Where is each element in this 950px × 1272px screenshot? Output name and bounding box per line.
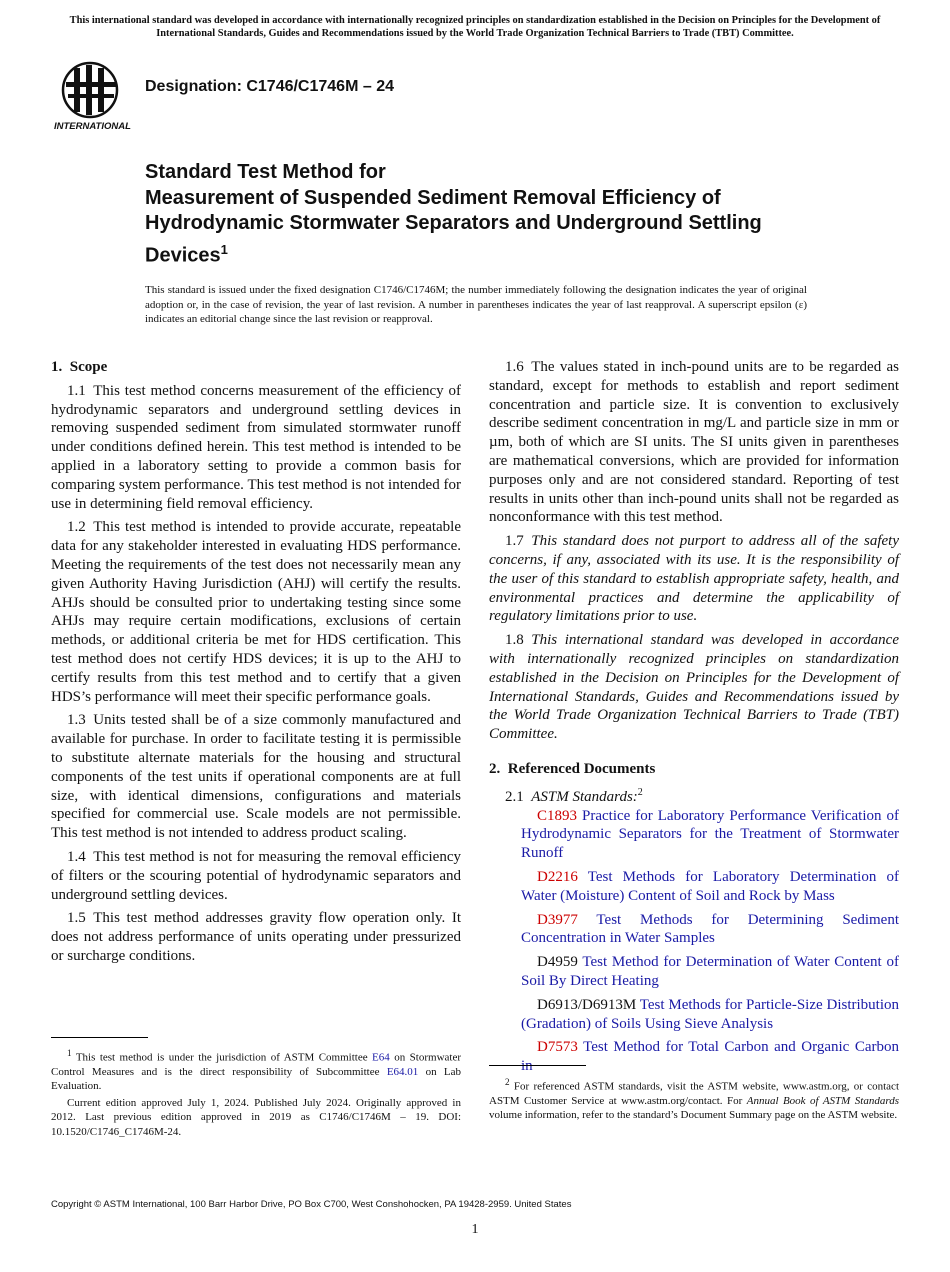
committee-link[interactable]: E64	[372, 1051, 390, 1064]
footnote-1-text-c: on Lab Evaluation.	[51, 1065, 462, 1093]
para-1-8-text: This international standard was developed in accordance with internationally recognized principles on standardization established in the Decision on Principles for the Development of International Standards, Guides and Recommendations issued by the World Trade Organization Technical Barriers to Trade (TBT) Committee.	[489, 632, 899, 743]
footnote-divider-right	[489, 1065, 586, 1066]
ref-title-link[interactable]: Practice for Laboratory Performance Verification of Hydrodynamic Separators for the Treatment of Stormwater Runoff	[521, 807, 899, 862]
para-2-1-text: ASTM Standards:	[531, 788, 638, 805]
ref-title-link[interactable]: Test Methods for Particle-Size Distribution (Gradation) of Soils Using Sieve Analysis	[521, 996, 900, 1032]
astm-logo	[52, 60, 136, 132]
para-2-1	[489, 784, 899, 807]
ref-item[interactable]	[489, 807, 899, 863]
footnote-2-text-a: For referenced ASTM standards, visit the ASTM website, www.astm.org, or contact ASTM Customer Service at www.astm.org/contact. For	[489, 1080, 899, 1107]
ref-designation[interactable]: C1893	[537, 807, 578, 824]
para-1-5: 1.5 This test method addresses gravity flow operation only. It does not address performance of units operating under pressurized or surcharge conditions.	[51, 910, 461, 964]
para-1-7	[489, 532, 899, 626]
ref-designation: D6913/D6913M	[537, 996, 637, 1013]
footnote-2-text	[489, 1075, 899, 1122]
para-1-3: 1.3 Units tested shall be of a size commonly manufactured and available for purchase. In order to facilitate testing it is permissible to substitute alternate materials for the housing and structural components of the test units if operational components are at full size, with identical dimensions, configurations and materials specified for commercial use. Scale models are not permissible. This test method is not intended to address product scaling.	[51, 712, 461, 842]
section-2-heading: 2. Referenced Documents	[489, 760, 656, 777]
para-1-8	[489, 631, 899, 744]
footnote-1-text-b: on Stormwater Control Measures and is the direct responsibility of Subcommittee	[51, 1051, 461, 1078]
para-2-1-number: 2.1	[505, 788, 532, 805]
ref-designation: D4959	[537, 954, 578, 971]
para-1-7-text: This standard does not purport to address all of the safety concerns, if any, associated with its use. It is the responsibility of the user of this standard to establish appropriate safety, health, and environmental practices and determine the applicability of regulatory limitations prior to use.	[489, 533, 899, 625]
para-1-8-number: 1.8	[505, 632, 532, 649]
footnote-1	[51, 1046, 461, 1142]
footnote-2-mark: 2	[505, 1077, 510, 1087]
title-footnote-mark: 1	[220, 241, 228, 257]
ref-title-link[interactable]: Test Method for Determination of Water Content of Soil By Direct Heating	[521, 954, 899, 989]
ref-item[interactable]	[489, 996, 899, 1034]
footnote-2-text-b: volume information, refer to the standard’s Document Summary page on the ASTM website.	[489, 1109, 898, 1122]
left-column	[51, 358, 461, 971]
section-1-heading: 1. Scope	[51, 359, 108, 375]
logo-text: INTERNATIONAL	[54, 121, 131, 132]
para-1-7-number: 1.7	[505, 533, 532, 550]
subcommittee-link[interactable]: E64.01	[386, 1065, 419, 1078]
ref-item[interactable]	[489, 1038, 899, 1076]
footnote-1-jurisdiction	[51, 1046, 461, 1093]
right-column	[489, 358, 899, 1081]
astm-logo-icon	[52, 60, 136, 132]
para-1-6: 1.6 The values stated in inch-pound units are to be regarded as standard, except for methods to establish and report sediment concentration and particle size. It is convention to exclusively describe sediment concentration in mg/L and particle size in mm or µm, both of which are SI units. The SI units given in parentheses are mathematical conversions, which are provided for information purposes only and are not considered standard. Reporting of test results in units other than inch-pound units shall not be regarded as nonconformance with this test method.	[489, 359, 899, 526]
ref-title-link[interactable]: Test Methods for Determining Sediment Concentration in Water Samples	[521, 911, 900, 947]
ref-designation[interactable]: D2216	[537, 868, 578, 885]
title-main	[145, 186, 845, 269]
para-1-2: 1.2 This test method is intended to provide accurate, repeatable data for any stakeholder interested in evaluating HDS performance. Meeting the requirements of the test does not necessarily mean any given Authority Having Jurisdiction (AHJ) will certify the results. AHJs should be consulted prior to undertaking testing since some AHJs may require certain modifications, exclusions of certain methods, or additional criteria be met for HDS certification. This test method does not certify HDS devices; it is up to the AHJ to certify results from this test method and to certify that a given HDS’s performance will meet their specific performance goals.	[51, 519, 461, 705]
para-1-4: 1.4 This test method is not for measuring the removal efficiency of filters or the scouring potential of hydrodynamic separators and underground settling devices.	[51, 848, 461, 903]
issuance-note: This standard is issued under the fixed designation C1746/C1746M; the number immediately following the designation indicates the year of original adoption or, in the case of revision, the year of last revision. A number in parentheses indicates the year of last reapproval. A superscript epsilon (ε) indicates an editorial change since the last revision or reapproval.	[145, 284, 807, 325]
ref-designation[interactable]: D7573	[537, 1039, 578, 1056]
footnote-1-text-a: This test method is under the jurisdiction of ASTM Committee	[75, 1051, 368, 1064]
footnote-divider-left	[51, 1037, 148, 1038]
copyright-line: Copyright © ASTM International, 100 Barr Harbor Drive, PO Box C700, West Conshohocken, PA 19428-2959. United States	[51, 1199, 572, 1210]
designation: Designation: C1746/C1746M – 24	[145, 78, 394, 95]
ref-title-link[interactable]: Test Method for Total Carbon and Organic Carbon in	[521, 1039, 899, 1075]
title-line-1: Standard Test Method for	[145, 161, 386, 183]
footnote-1-edition: Current edition approved July 1, 2024. Published July 2024. Originally approved in 2012. Last previous edition approved in 2019 as C1746/C1746M – 19. DOI: 10.1520/C1746_C1746M-24.	[51, 1097, 461, 1138]
footnote-1-mark: 1	[67, 1048, 72, 1058]
footnote-2-italic: Annual Book of ASTM Standards	[746, 1094, 900, 1107]
page-number: 1	[471, 1222, 479, 1237]
ref-item[interactable]	[489, 911, 899, 949]
document-title	[145, 160, 845, 269]
ref-designation[interactable]: D3977	[537, 911, 578, 928]
title-line-2: Measurement of Suspended Sediment Removal Efficiency of Hydrodynamic Stormwater Separators and Underground Settling Devices	[145, 186, 762, 267]
tbt-notice: This international standard was developed in accordance with internationally recognized principles on standardization established in the Decision on Principles for the Development of International Standards, Guides and Recommendations issued by the World Trade Organization Technical Barriers to Trade (TBT) Committee.	[69, 15, 881, 39]
ref-title-link[interactable]: Test Methods for Laboratory Determination of Water (Moisture) Content of Soil and Rock by Mass	[521, 868, 899, 904]
footnote-2	[489, 1075, 899, 1125]
para-1-1: 1.1 This test method concerns measurement of the efficiency of hydrodynamic separators and underground settling devices in removing suspended sediment from simulated stormwater runoff under conditions defined herein. This test method is intended to be applied in a laboratory setting to provide a common basis for comparing system performance. This test method is not intended for use in determining field removal efficiency.	[51, 382, 461, 512]
ref-item[interactable]	[489, 953, 899, 991]
ref-item[interactable]	[489, 868, 899, 906]
para-2-1-footnote-mark: 2	[637, 786, 643, 798]
